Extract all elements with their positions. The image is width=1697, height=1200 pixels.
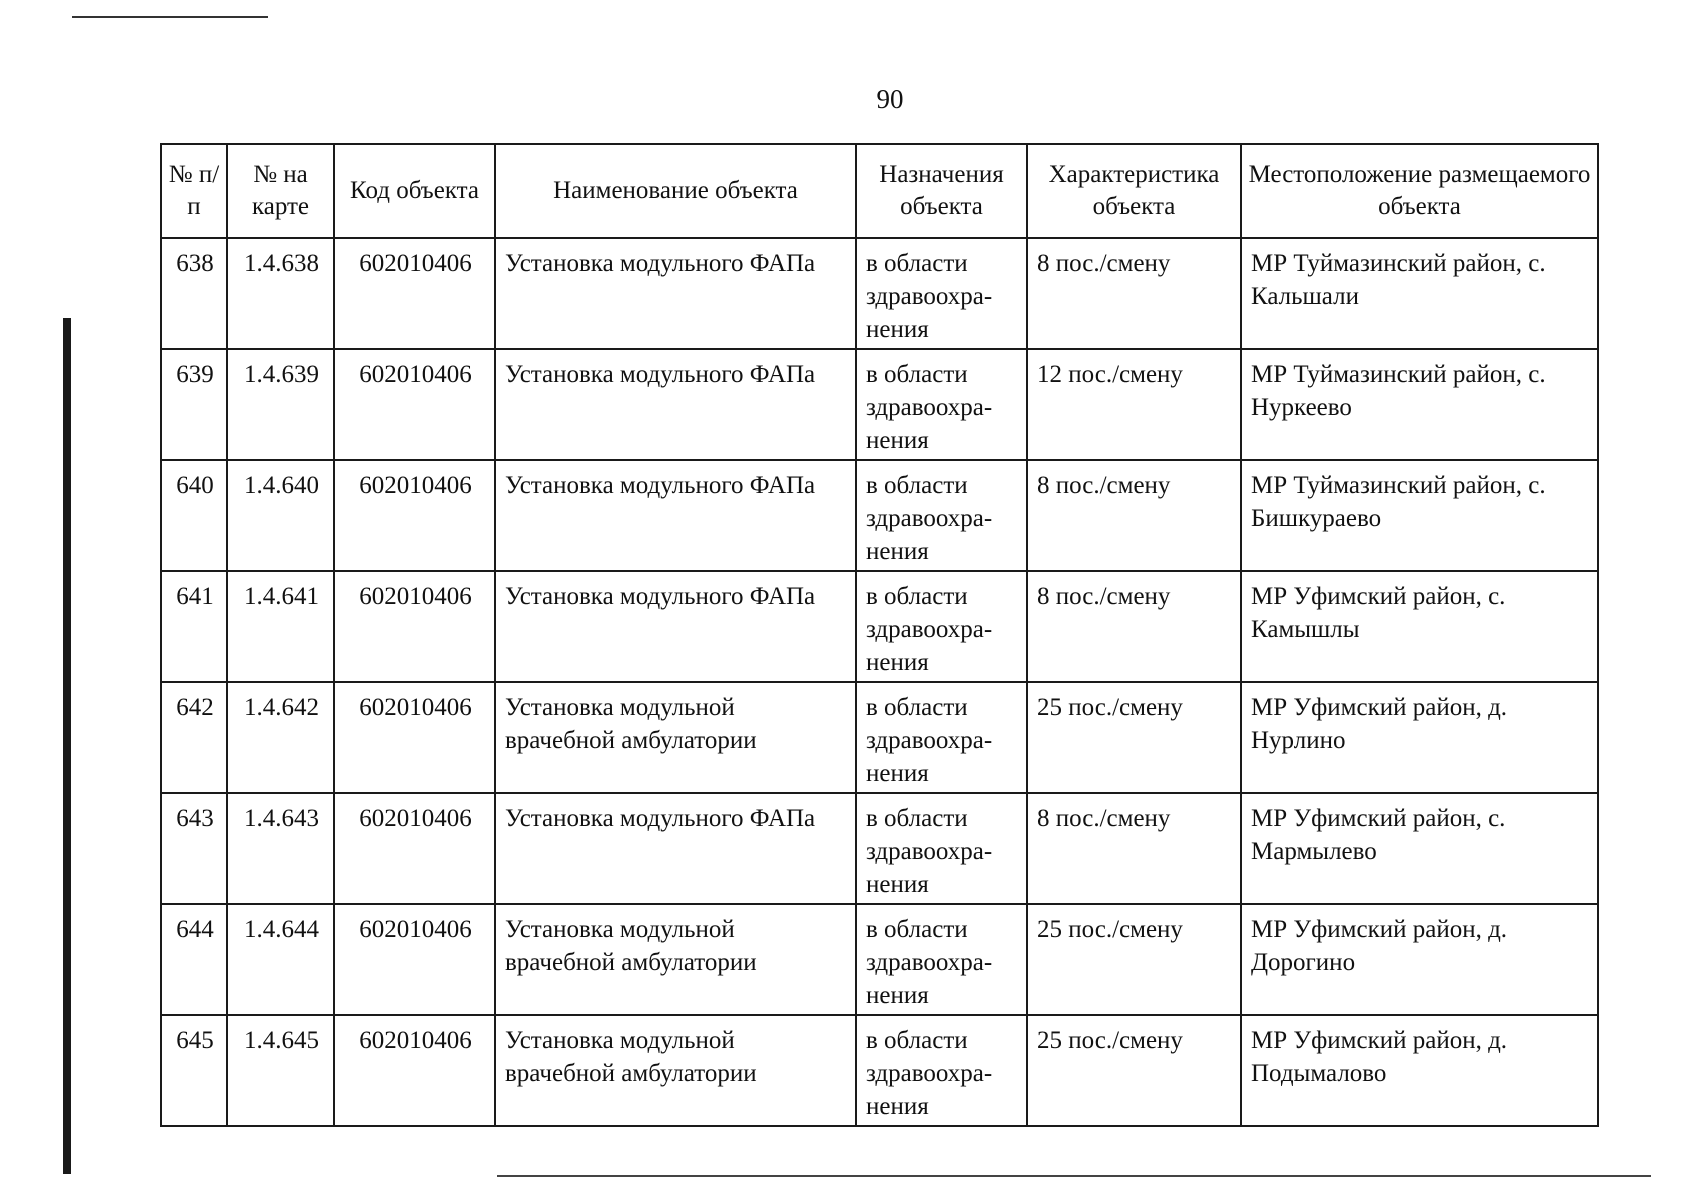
table-row <box>161 682 1598 793</box>
cell-characteristic: 25 пос./смену <box>1027 682 1241 793</box>
header-cell-number: № п/п <box>161 144 227 238</box>
objects-table <box>160 143 1599 1127</box>
cell-object-code: 602010406 <box>334 460 495 571</box>
cell-object-name: Установка модульной врачебной амбулатории <box>495 1015 856 1126</box>
cell-purpose: в области здравоохра-нения <box>856 682 1027 793</box>
cell-location: МР Уфимский район, д. Нурлино <box>1241 682 1598 793</box>
cell-map-number: 1.4.638 <box>227 238 334 349</box>
cell-location: МР Уфимский район, д. Дорогино <box>1241 904 1598 1015</box>
cell-characteristic: 12 пос./смену <box>1027 349 1241 460</box>
cell-characteristic: 8 пос./смену <box>1027 460 1241 571</box>
cell-map-number: 1.4.643 <box>227 793 334 904</box>
cell-map-number: 1.4.639 <box>227 349 334 460</box>
header-cell-object-code: Код объекта <box>334 144 495 238</box>
cell-number: 638 <box>161 238 227 349</box>
cell-characteristic: 8 пос./смену <box>1027 238 1241 349</box>
cell-location: МР Туймазинский район, с. Бишкураево <box>1241 460 1598 571</box>
cell-location: МР Уфимский район, с. Мармылево <box>1241 793 1598 904</box>
scan-artifact-top-line <box>72 16 268 18</box>
cell-map-number: 1.4.644 <box>227 904 334 1015</box>
cell-map-number: 1.4.640 <box>227 460 334 571</box>
table-row <box>161 460 1598 571</box>
cell-number: 643 <box>161 793 227 904</box>
cell-characteristic: 25 пос./смену <box>1027 1015 1241 1126</box>
cell-object-name: Установка модульного ФАПа <box>495 571 856 682</box>
cell-purpose: в области здравоохра-нения <box>856 349 1027 460</box>
cell-object-name: Установка модульного ФАПа <box>495 793 856 904</box>
cell-object-code: 602010406 <box>334 682 495 793</box>
cell-number: 642 <box>161 682 227 793</box>
header-cell-purpose: Назначения объекта <box>856 144 1027 238</box>
cell-object-code: 602010406 <box>334 571 495 682</box>
header-cell-characteristic: Характеристика объекта <box>1027 144 1241 238</box>
cell-number: 639 <box>161 349 227 460</box>
table-row <box>161 571 1598 682</box>
table-row <box>161 1015 1598 1126</box>
cell-map-number: 1.4.645 <box>227 1015 334 1126</box>
table-row <box>161 904 1598 1015</box>
table-row <box>161 349 1598 460</box>
cell-number: 640 <box>161 460 227 571</box>
cell-location: МР Уфимский район, с. Камышлы <box>1241 571 1598 682</box>
cell-purpose: в области здравоохра-нения <box>856 238 1027 349</box>
table-header-row <box>161 144 1598 238</box>
cell-map-number: 1.4.641 <box>227 571 334 682</box>
cell-object-code: 602010406 <box>334 349 495 460</box>
cell-location: МР Туймазинский район, с. Нуркеево <box>1241 349 1598 460</box>
cell-object-code: 602010406 <box>334 793 495 904</box>
cell-purpose: в области здравоохра-нения <box>856 793 1027 904</box>
header-cell-object-name: Наименование объекта <box>495 144 856 238</box>
cell-characteristic: 8 пос./смену <box>1027 571 1241 682</box>
cell-object-code: 602010406 <box>334 1015 495 1126</box>
cell-object-name: Установка модульной врачебной амбулатории <box>495 904 856 1015</box>
page-number: 90 <box>876 84 904 114</box>
cell-purpose: в области здравоохра-нения <box>856 1015 1027 1126</box>
cell-object-code: 602010406 <box>334 904 495 1015</box>
cell-purpose: в области здравоохра-нения <box>856 460 1027 571</box>
cell-location: МР Туймазинский район, с. Кальшали <box>1241 238 1598 349</box>
cell-map-number: 1.4.642 <box>227 682 334 793</box>
cell-purpose: в области здравоохра-нения <box>856 904 1027 1015</box>
cell-object-name: Установка модульного ФАПа <box>495 349 856 460</box>
scan-artifact-left-bar <box>63 318 71 1174</box>
table-row <box>161 238 1598 349</box>
cell-object-name: Установка модульной врачебной амбулатории <box>495 682 856 793</box>
cell-object-name: Установка модульного ФАПа <box>495 460 856 571</box>
cell-object-name: Установка модульного ФАПа <box>495 238 856 349</box>
scan-artifact-bottom-line <box>497 1175 1651 1177</box>
cell-number: 645 <box>161 1015 227 1126</box>
header-cell-map-number: № на карте <box>227 144 334 238</box>
cell-location: МР Уфимский район, д. Подымалово <box>1241 1015 1598 1126</box>
cell-characteristic: 25 пос./смену <box>1027 904 1241 1015</box>
cell-number: 641 <box>161 571 227 682</box>
cell-purpose: в области здравоохра-нения <box>856 571 1027 682</box>
header-cell-location: Местоположение размещаемого объекта <box>1241 144 1598 238</box>
cell-characteristic: 8 пос./смену <box>1027 793 1241 904</box>
cell-object-code: 602010406 <box>334 238 495 349</box>
cell-number: 644 <box>161 904 227 1015</box>
table-row <box>161 793 1598 904</box>
